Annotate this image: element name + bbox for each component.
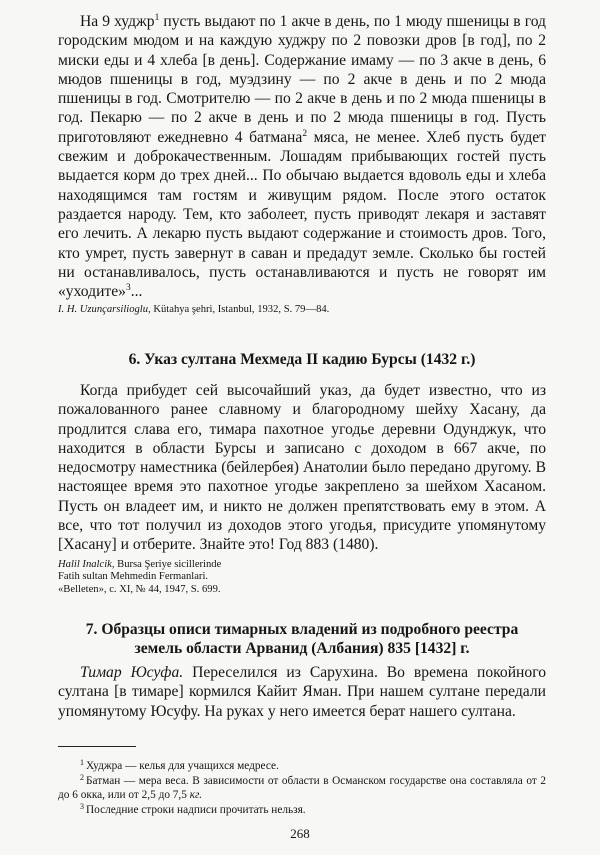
text-fragment: Худжра — келья для учащихся медресе. xyxy=(86,760,279,772)
source-citation-1 xyxy=(58,304,546,316)
citation-author: Halil Inalcik, xyxy=(58,559,115,570)
paragraph-waqf-provisions xyxy=(58,12,546,301)
citation-details: Fatih sultan Mehmedin Fermanlari. xyxy=(58,571,209,583)
footnote-number: 2 xyxy=(80,772,84,782)
citation-details: Bursa Şeriye sicillerinde xyxy=(114,559,222,570)
footnote-1 xyxy=(58,759,546,774)
entry-title: Тимар Юсуфа. xyxy=(80,664,184,681)
paragraph-decree xyxy=(58,381,546,555)
heading-line: земель области Арванид (Албания) 835 [1432] г. xyxy=(134,640,470,658)
section-heading-6: 6. Указ султана Мехмеда II кадию Бурсы (1432 г.) xyxy=(128,351,476,368)
citation-author: I. H. Uzunçarsilioglu, xyxy=(58,304,151,315)
footnote-divider xyxy=(58,746,136,747)
footnote-number: 3 xyxy=(80,801,84,811)
footnote-ref-2[interactable]: 2 xyxy=(302,128,308,139)
text-fragment: мяса, не менее. Хлеб пусть будет свежим и доброкачественным. Лошадям прибывающих гостей пусть выдается корм до трех дней... По обычаю выдается вдоволь еды и хлеба находящимся там гостям и живущим рядом. После этого остаток раздается народу. Тем, кто заболеет, пусть приводят лекаря и заставят его лечить. А лекарю пусть выдают содержание и стоимость дров. Того, кто умрет, пусть завернут в саван и предадут земле. Сколько бы гостей ни останавливалось, пусть останавливаются и пусть не говорят им «уходите» xyxy=(58,128,546,301)
text-fragment: Когда прибудет сей высочайший указ, да будет известно, что из пожалованного ранее славному и благородному шейху Хасану, да продлится слава его, тимара пахотное угодье деревни Одунджук, что находится в области Бурсы и записано с доходом в 667 акче, по недосмотру наместника (бейлербея) Анатолии было передано другому. В настоящее время это пахотное угодье закреплено за шейхом Хасаном. Пусть он владеет им, и никто не должен препятствовать ему в этом. А все, что тот получил из доходов этого угодья, присудите упомянутому [Хасану] и отберите. Знайте это! Год 883 (1480). xyxy=(58,382,546,554)
footnote-ref-3[interactable]: 3 xyxy=(125,283,131,294)
text-fragment: Батман — мера веса. В зависимости от области в Османском государстве она составляла от 2 до 6 окка, или от 2,5 до 7,5 xyxy=(58,774,546,802)
text-fragment: На 9 худжр xyxy=(80,13,155,30)
citation-details: Kütahya şehri, Istanbul, 1932, S. 79—84. xyxy=(150,304,330,315)
section-heading-7 xyxy=(58,620,546,659)
text-fragment: Переселился из Сарухина. Во времена покойного султана [в тимаре] кормился Кайит Яман. При нашем султане передали упомянутому Юсуфу. На руках у него имеется берат нашего султана. xyxy=(58,664,547,720)
footnote-3 xyxy=(58,803,546,818)
footnote-number: 1 xyxy=(80,758,84,767)
paragraph-timar-yusuf xyxy=(58,663,546,721)
footnote-ref-1[interactable]: 1 xyxy=(154,13,160,23)
citation-details: «Belleten», c. XI, № 44, 1947, S. 699. xyxy=(58,583,221,595)
footnote-2 xyxy=(58,774,546,803)
source-citation-2 xyxy=(58,559,546,596)
page-number: 268 xyxy=(290,826,310,841)
text-fragment: ... xyxy=(130,283,143,301)
unit: кг. xyxy=(189,789,203,802)
text-fragment: Последние строки надписи прочитать нельзя. xyxy=(86,803,306,816)
text-fragment: пусть выдают по 1 акче в день, по 1 мюду пшеницы в год городским мюдом и на каждую худжру по 2 повозки дров [в год], по 2 миски еды и 4 хлеба [в день]. Содержание имаму — по 3 акче в день, 6 мюдов пшеницы в год, муэдзину — по 2 акче в день и по 2 мюда пшеницы в год. Смотрителю — по 2 акче в день и по 2 мюда пшеницы в год. Пекарю — по 2 акче в день и по 2 мюда пшеницы в год. Пусть приготовляют ежедневно 4 батмана xyxy=(58,13,546,146)
heading-line: 7. Образцы описи тимарных владений из подробного реестра xyxy=(85,621,519,638)
footnotes xyxy=(58,759,546,817)
